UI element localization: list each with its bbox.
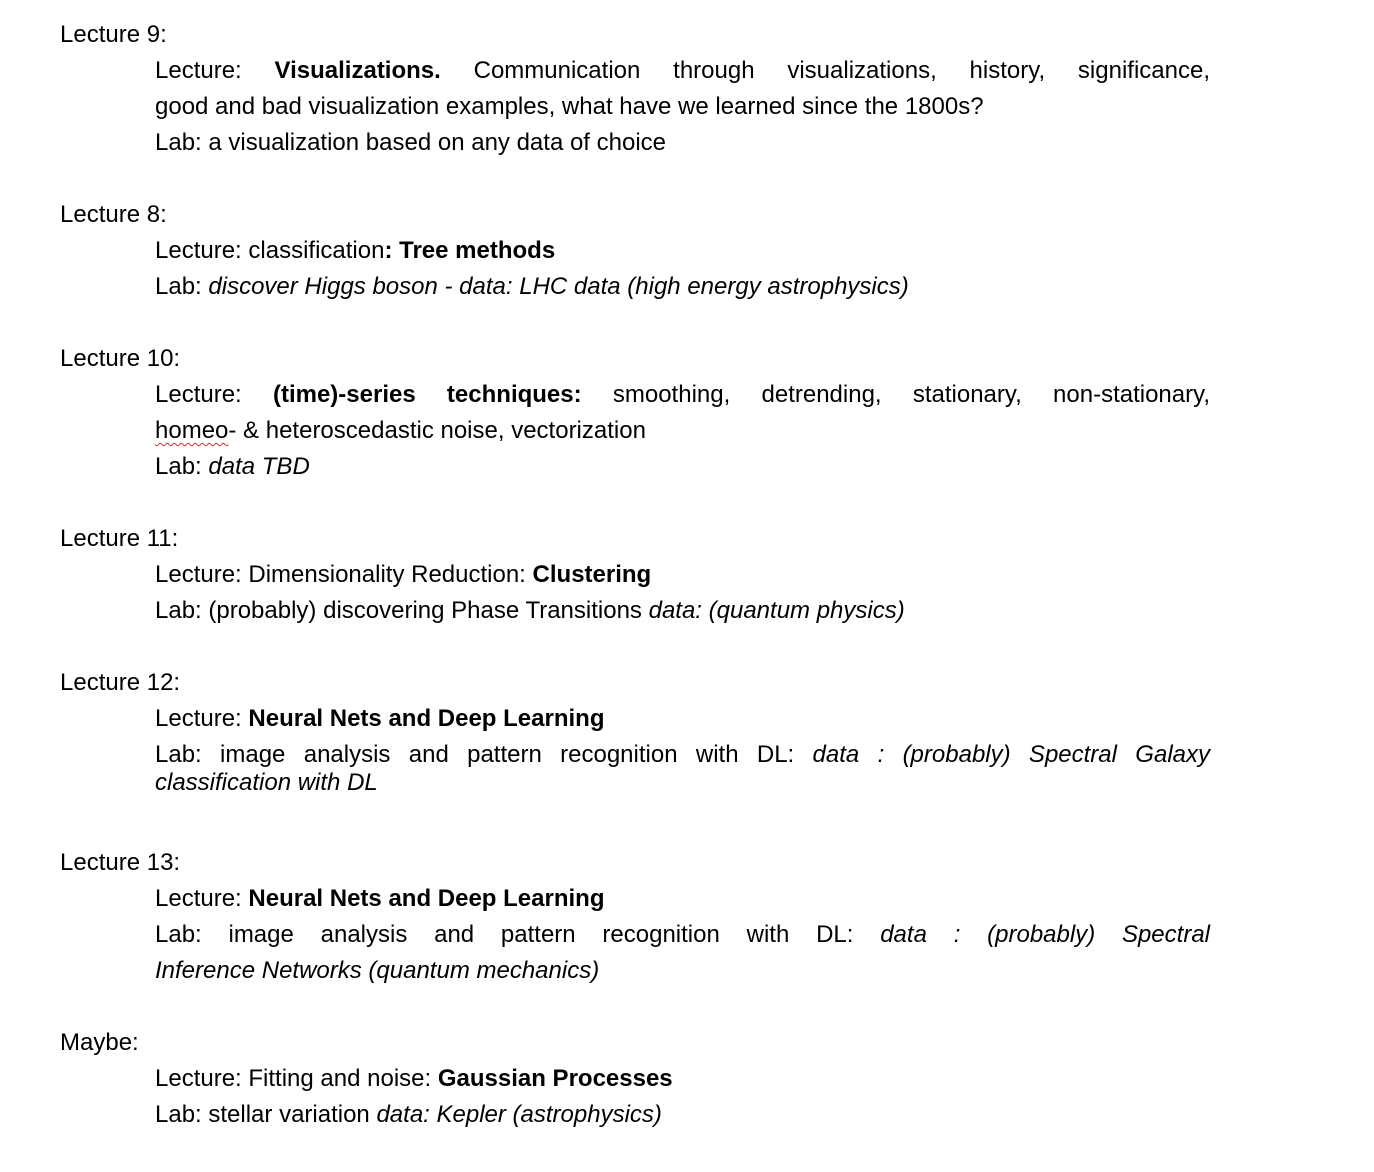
section-maybe [60, 1025, 1220, 1133]
lab-data: classification with DL [155, 769, 378, 796]
section-lecture-9 [60, 17, 1220, 161]
lab-line-continued [155, 953, 1210, 989]
section-body [155, 881, 1210, 989]
section-body [155, 233, 1210, 305]
section-lecture-10 [60, 341, 1220, 485]
section-body [155, 701, 1210, 801]
lab-prefix: Lab: image analysis and pattern recognition with DL: [155, 921, 881, 948]
lab-data: discover Higgs boson - data: LHC data (high energy astrophysics) [208, 273, 909, 300]
lecture-prefix: Lecture: Fitting and noise: [155, 1065, 438, 1092]
lecture-topic: : Tree methods [384, 237, 556, 264]
lecture-topic: Neural Nets and Deep Learning [248, 885, 605, 912]
lab-data: data : (probably) Spectral [880, 921, 1210, 948]
lab-line [155, 269, 1210, 305]
lecture-description: Communication through visualizations, history, significance, [440, 57, 1210, 84]
lecture-line [155, 701, 1210, 737]
lecture-prefix: Lecture: Dimensionality Reduction: [155, 561, 533, 588]
lecture-line [155, 377, 1210, 413]
section-body [155, 557, 1210, 629]
section-heading: Lecture 8: [60, 201, 167, 228]
lecture-line [155, 881, 1210, 917]
section-lecture-11 [60, 521, 1220, 629]
spellcheck-word[interactable]: homeo [155, 417, 229, 444]
lab-prefix: Lab: [155, 453, 209, 480]
lab-data: data : (probably) Spectral Galaxy [812, 741, 1210, 768]
lecture-description: - & heteroscedastic noise, vectorization [228, 417, 646, 444]
lab-line [155, 449, 1210, 485]
lab-line: Lab: a visualization based on any data of choice [155, 129, 667, 156]
lab-prefix: Lab: image analysis and pattern recognition with DL: [155, 741, 813, 768]
lecture-topic: Clustering [532, 561, 652, 588]
section-lecture-13 [60, 845, 1220, 989]
lecture-topic: Neural Nets and Deep Learning [248, 705, 605, 732]
lab-data: data TBD [208, 453, 310, 480]
lecture-line [155, 557, 1210, 593]
lecture-prefix: Lecture: [155, 57, 275, 84]
lecture-prefix: Lecture: classification [155, 237, 385, 264]
lab-data: data: Kepler (astrophysics) [376, 1101, 662, 1128]
lab-data: data: (quantum physics) [648, 597, 905, 624]
lecture-prefix: Lecture: [155, 885, 249, 912]
section-body [155, 53, 1210, 161]
lecture-topic: Gaussian Processes [437, 1065, 673, 1092]
lab-line [155, 593, 1210, 629]
lab-prefix: Lab: [155, 273, 209, 300]
lab-line [155, 917, 1210, 953]
section-body [155, 1061, 1210, 1133]
section-heading: Lecture 13: [60, 849, 181, 876]
section-lecture-8 [60, 197, 1220, 305]
lecture-prefix: Lecture: [155, 705, 249, 732]
lecture-line-continued: good and bad visualization examples, what have we learned since the 1800s? [155, 93, 984, 120]
lecture-line-continued [155, 413, 1210, 449]
section-heading: Lecture 12: [60, 669, 181, 696]
lecture-description: smoothing, detrending, stationary, non-stationary, [581, 381, 1211, 408]
section-heading: Lecture 9: [60, 21, 167, 48]
section-heading: Lecture 11: [60, 525, 179, 552]
section-heading: Lecture 10: [60, 345, 181, 372]
lecture-line [155, 1061, 1210, 1097]
section-body [155, 377, 1210, 485]
lecture-topic: Visualizations. [274, 57, 441, 84]
section-heading: Maybe: [60, 1029, 139, 1056]
lab-prefix: Lab: (probably) discovering Phase Transitions [155, 597, 649, 624]
lab-prefix: Lab: stellar variation [155, 1101, 377, 1128]
lecture-topic: (time)-series techniques: [272, 381, 582, 408]
lecture-prefix: Lecture: [155, 381, 273, 408]
lab-line [155, 1097, 1210, 1133]
section-lecture-12 [60, 665, 1220, 801]
lab-data: Inference Networks (quantum mechanics) [155, 957, 600, 984]
lecture-line [155, 53, 1210, 89]
lecture-line [155, 233, 1210, 269]
